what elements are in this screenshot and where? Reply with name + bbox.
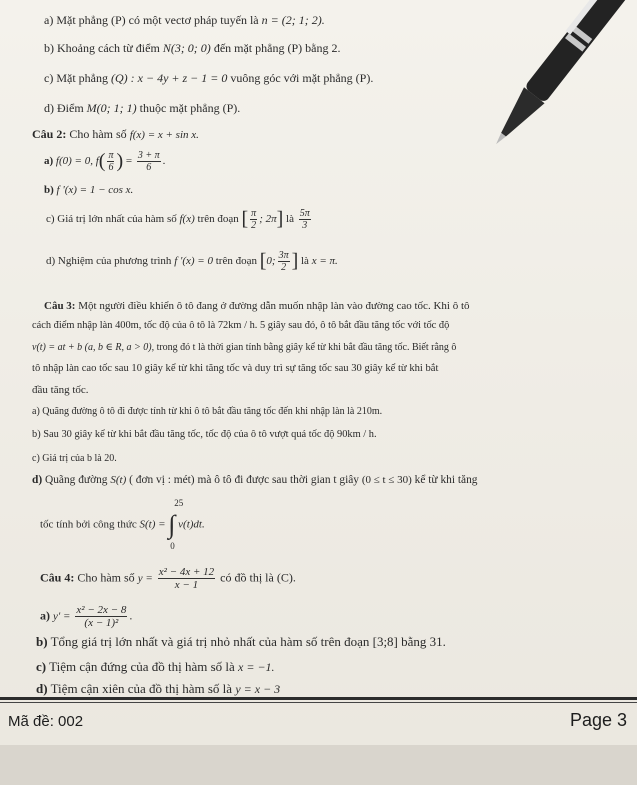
q3-line-1: Câu 3: Một người điều khiển ô tô đang ở đường dẫn muốn nhập làn vào đường cao tốc. Khi ô tô <box>44 300 470 312</box>
q3-line-2: cách điểm nhập làn 400m, tốc độ của ô tô là 72km / h. 5 giây sau đó, ô tô bắt đầu tăng tốc với tốc độ <box>32 320 450 331</box>
q2-item-a: a) f(0) = 0, f( $\frac{\pi}{6}$ ) = $\frac{3 + \pi}{6}$ . <box>44 150 166 173</box>
q1-item-a: a) Mặt phẳng (P) có một vectơ pháp tuyến là n = (2; 1; 2). <box>44 13 325 27</box>
footer-divider-thin <box>0 702 637 703</box>
q3-line-3: v(t) = at + b (a, b ∈ R, a > 0), trong đó t là thời gian tính bằng giây kể từ khi bắt đầu tăng tốc. Biết rằng ô <box>32 342 457 353</box>
q3-item-d: d) Quãng đường S(t) ( đơn vị : mét) mà ô tô đi được sau thời gian t giây (0 ≤ t ≤ 30) kể từ khi tăng <box>32 474 478 486</box>
q4-item-c: c) Tiệm cận đứng của đồ thị hàm số là x = −1. <box>36 659 275 674</box>
q1-item-c: c) Mặt phẳng (Q) : x − 4y + z − 1 = 0 vuông góc với mặt phẳng (P). <box>44 71 374 85</box>
page-background-edge <box>0 745 637 785</box>
q2-item-b: b) f '(x) = 1 − cos x. <box>44 184 134 196</box>
q3-line-5: đầu tăng tốc. <box>32 384 89 396</box>
page-number: Page 3 <box>569 710 627 730</box>
q3-item-b: b) Sau 30 giây kể từ khi bắt đầu tăng tốc, tốc độ của ô tô vượt quá tốc độ 90km / h. <box>32 429 377 440</box>
q4-item-a: a) y' = $\frac{\text{x² − 2x − 8}}{\text{(x − 1)²}}$ . <box>40 604 133 630</box>
q2-item-d: d) Nghiệm của phương trình f '(x) = 0 trên đoạn [0; $\frac{3\pi}{2}$ ] là x = π. <box>46 250 338 273</box>
q2-item-c: c) Giá trị lớn nhất của hàm số f(x) trên đoạn [ $\frac{\pi}{2}$ ; 2π] là $\frac{5\pi}{3}$ <box>46 208 310 231</box>
q4-item-b: b) Tổng giá trị lớn nhất và giá trị nhỏ nhất của hàm số trên đoạn [3;8] bằng 31. <box>36 634 446 649</box>
q3-item-a: a) Quãng đường ô tô đi được tính từ khi ô tô bắt đầu tăng tốc đến khi nhập làn là 210m. <box>32 406 383 417</box>
q3-item-d-formula: tốc tính bởi công thức S(t) = ∫ 25 0 v(t)dt. <box>40 498 205 551</box>
exam-code: Mã đề: 002 <box>8 713 84 730</box>
q3-item-c: c) Giá trị của b là 20. <box>32 453 117 464</box>
q1-item-b: b) Khoảng cách từ điểm N(3; 0; 0) đến mặt phẳng (P) bằng 2. <box>44 41 341 55</box>
footer-divider <box>0 697 637 700</box>
q4-stem: Câu 4: Cho hàm số y = $\frac{\text{x² − 4x + 12}}{x - 1}$ có đồ thị là (C). <box>40 566 296 592</box>
pen-image <box>470 0 637 200</box>
q1-item-d: d) Điểm M(0; 1; 1) thuộc mặt phẳng (P). <box>44 101 241 115</box>
q4-item-d: d) Tiệm cận xiên của đồ thị hàm số là y = x − 3 <box>36 681 281 696</box>
q3-line-4: tô nhập làn cao tốc sau 10 giây kể từ khi tăng tốc và duy trì sự tăng tốc sau 30 giây kể từ khi bắt <box>32 363 439 374</box>
q2-stem: Câu 2: Cho hàm số f(x) = x + sin x. <box>32 127 199 141</box>
